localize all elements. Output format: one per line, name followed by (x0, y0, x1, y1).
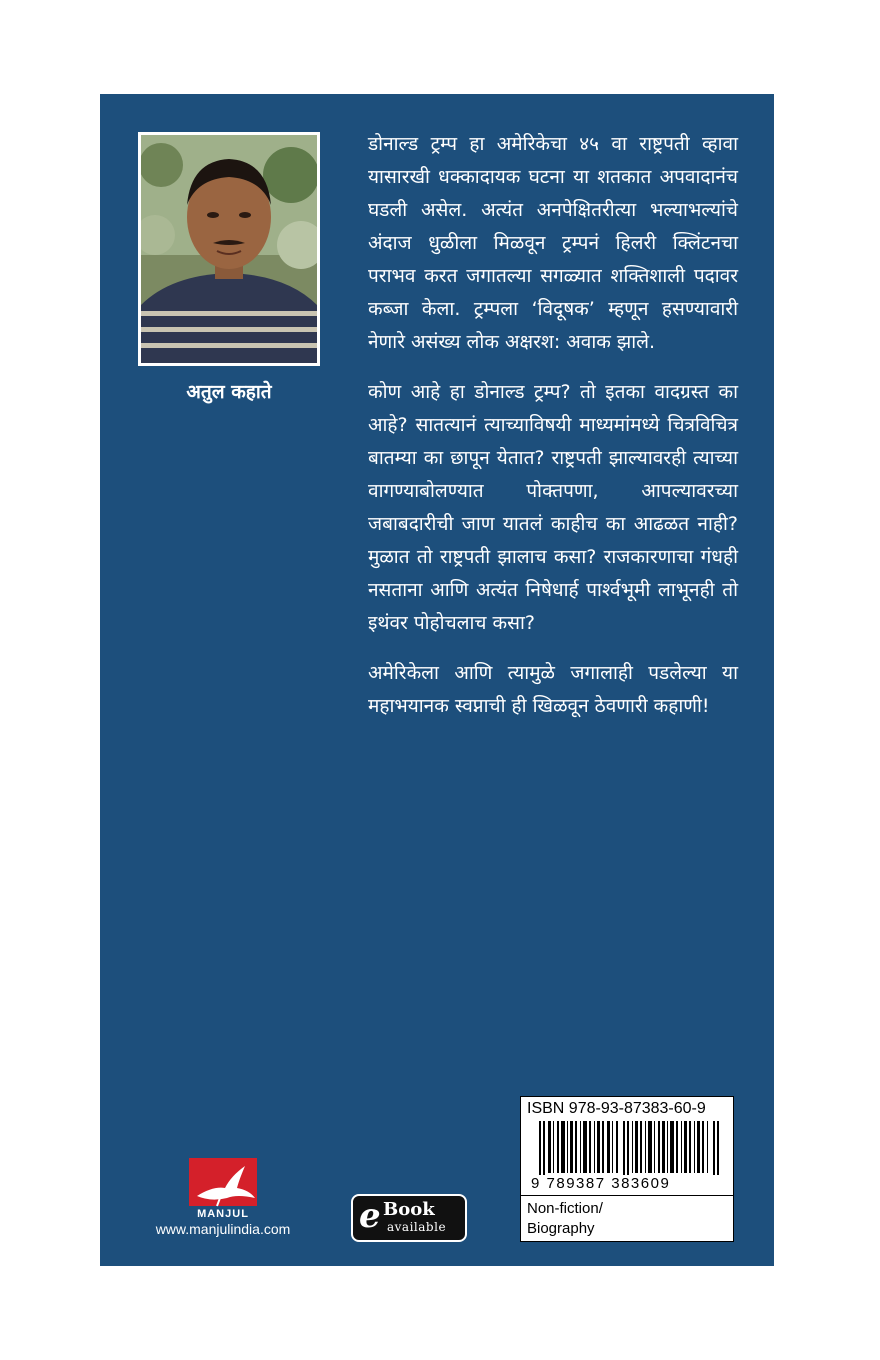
blurb-paragraph: कोण आहे हा डोनाल्ड ट्रम्प? तो इतका वादग्रस्त का आहे? सातत्यानं त्याच्याविषयी माध्यमांमध्ये चित्रविचित्र बातम्या का छापून येतात? राष्ट्रपती झाल्यावरही त्याच्या वागण्याबोलण्यात पोक्तपणा, आपल्यावरच्या जबाबदारीची जाण यातलं काहीच का आढळत नाही? मुळात तो राष्ट्रपती झालाच कसा? राजकारणाचा गंधही नसताना आणि अत्यंत निषेधार्ह पार्श्वभूमी लाभूनही तो इथंवर पोहोचलाच कसा? (368, 381, 738, 634)
publisher-url: www.manjulindia.com (155, 1221, 291, 1237)
publisher-name: MANJUL (197, 1208, 249, 1220)
author-photo (138, 132, 320, 366)
isbn-block (520, 1096, 734, 1242)
barcode-digits: 9 789387 383609 (529, 1175, 733, 1192)
ebook-available-label: available (387, 1220, 447, 1234)
genre-line: Biography (527, 1220, 595, 1237)
back-cover (100, 94, 774, 1266)
ebook-e-letter: e (359, 1196, 381, 1236)
genre-line: Non-fiction/ (527, 1200, 603, 1217)
isbn-number: ISBN 978-93-87383-60-9 (527, 1100, 706, 1117)
ebook-book-label: Book (383, 1199, 435, 1220)
bird-icon (187, 1156, 259, 1208)
author-name: अतुल कहाते (186, 381, 272, 403)
blurb-paragraph: अमेरिकेला आणि त्यामुळे जगालाही पडलेल्या या महाभयानक स्वप्नाची ही खिळवून ठेवणारी कहाणी! (368, 662, 738, 717)
blurb-paragraph: डोनाल्ड ट्रम्प हा अमेरिकेचा ४५ वा राष्ट्रपती व्हावा यासारखी धक्कादायक घटना या शतकात अपवादानंच घडली असेल. अत्यंत अनपेक्षितरीत्या भल्याभल्यांचे अंदाज धुळीला मिळवून ट्रम्पनं हिलरी क्लिंटनचा पराभव करत जगातल्या सगळ्यात शक्तिशाली पदावर कब्जा केला. ट्रम्पला ‘विदूषक’ म्हणून हसण्यावारी नेणारे असंख्य लोक अक्षरश: अवाक झाले. (368, 133, 738, 353)
barcode-image (539, 1121, 719, 1179)
publisher-logo (138, 1156, 308, 1237)
book-blurb (368, 128, 738, 740)
genre-label (521, 1195, 733, 1243)
ebook-badge (351, 1194, 467, 1242)
